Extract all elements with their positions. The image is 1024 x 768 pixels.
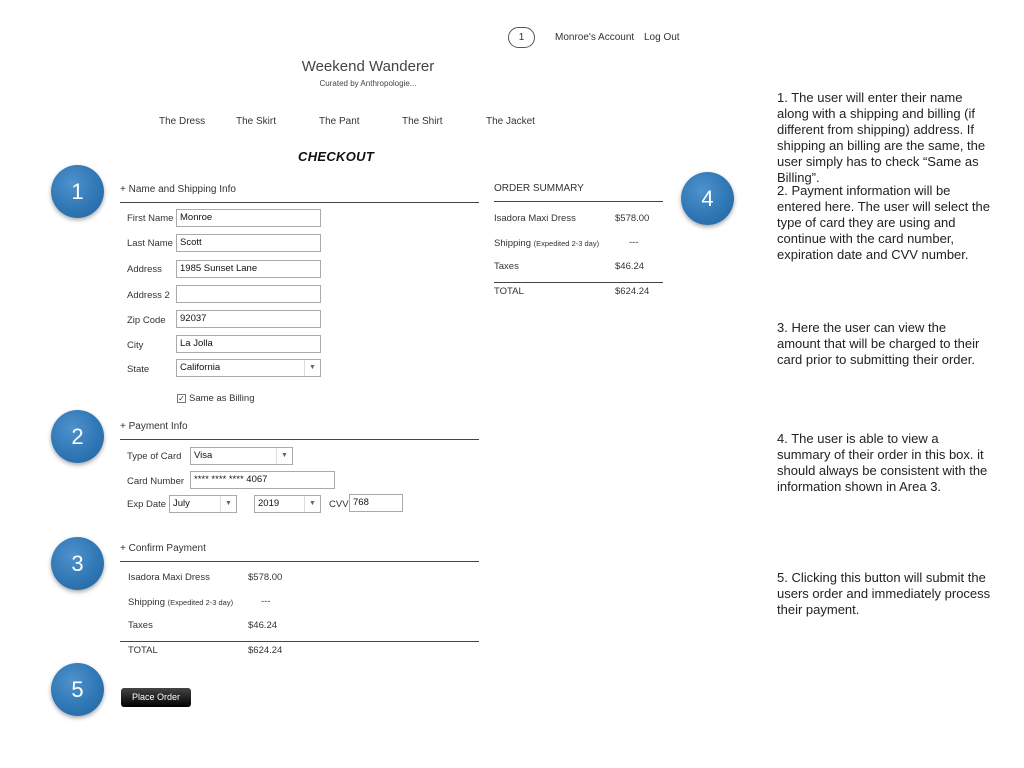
logout-link[interactable]: Log Out [644, 32, 680, 43]
annotation-note-2: 2. Payment information will be entered here. The user will select the type of card they are using and continue with the card number, expiration date and CVV number. [777, 183, 990, 262]
zip-code-field[interactable]: 92037 [176, 310, 321, 328]
zip-code-label: Zip Code [127, 315, 166, 326]
summary-total-label: TOTAL [494, 286, 524, 297]
confirm-taxes-label: Taxes [128, 620, 153, 631]
annotation-note-5: 5. Clicking this button will submit the users order and immediately process their payment. [777, 570, 991, 617]
summary-shipping-note: (Expedited 2-3 day) [533, 239, 600, 248]
confirm-shipping-label [128, 597, 233, 608]
nav-item-dress[interactable]: The Dress [159, 116, 206, 127]
card-number-field[interactable]: **** **** **** 4067 [190, 471, 335, 489]
chevron-down-icon: ▼ [276, 448, 292, 464]
page-title: CHECKOUT [298, 149, 375, 164]
address2-field[interactable] [176, 285, 321, 303]
annotation-note-4: 4. The user is able to view a summary of their order in this box. it should always be consistent with the information shown in Area 3. [777, 431, 988, 494]
nav-item-skirt[interactable]: The Skirt [236, 116, 277, 127]
state-select-value: California [180, 362, 221, 373]
order-summary-heading: ORDER SUMMARY [494, 183, 584, 194]
address-label: Address [127, 264, 162, 275]
summary-total-divider [494, 282, 663, 283]
site-subtitle: Curated by Anthropologie... [319, 79, 417, 88]
order-summary-divider [494, 201, 663, 202]
step-3-marker: 3 [51, 537, 104, 590]
same-as-billing-label: Same as Billing [189, 393, 255, 404]
first-name-field[interactable]: Monroe [176, 209, 321, 227]
nav-item-shirt[interactable]: The Shirt [402, 116, 443, 127]
card-type-select[interactable] [190, 447, 293, 465]
summary-taxes-label: Taxes [494, 261, 519, 272]
confirm-shipping-price: --- [261, 596, 271, 607]
confirm-total-price: $624.24 [248, 645, 283, 656]
annotation-note-3: 3. Here the user can view the amount that will be charged to their card prior to submitting their order. [777, 320, 980, 367]
confirm-total-label: TOTAL [128, 645, 158, 656]
shipping-divider [120, 202, 479, 203]
payment-divider [120, 439, 479, 440]
card-number-label: Card Number [127, 476, 185, 487]
confirm-section-heading[interactable]: + Confirm Payment [120, 543, 206, 554]
confirm-item-label: Isadora Maxi Dress [128, 572, 210, 583]
last-name-field[interactable]: Scott [176, 234, 321, 252]
step-5-marker: 5 [51, 663, 104, 716]
summary-shipping-price: --- [629, 237, 639, 248]
payment-section-heading[interactable]: + Payment Info [120, 421, 188, 432]
exp-year-select-value: 2019 [258, 498, 280, 509]
state-select[interactable] [176, 359, 321, 377]
step-1-marker: 1 [51, 165, 104, 218]
confirm-shipping-note: (Expedited 2-3 day) [167, 598, 234, 607]
exp-month-select-value: July [173, 498, 190, 509]
card-type-label: Type of Card [127, 451, 182, 462]
summary-taxes-price: $46.24 [615, 261, 645, 272]
city-label: City [127, 340, 144, 351]
confirm-item-price: $578.00 [248, 572, 283, 583]
summary-item-label: Isadora Maxi Dress [494, 213, 576, 224]
chevron-down-icon: ▼ [220, 496, 236, 512]
chevron-down-icon: ▼ [304, 496, 320, 512]
account-link[interactable]: Monroe's Account [555, 32, 635, 43]
confirm-total-divider [120, 641, 479, 642]
address-field[interactable]: 1985 Sunset Lane [176, 260, 321, 278]
first-name-label: First Name [127, 213, 174, 224]
nav-item-jacket[interactable]: The Jacket [486, 116, 535, 127]
chevron-down-icon: ▼ [304, 360, 320, 376]
summary-shipping-text: Shipping [494, 238, 531, 249]
place-order-button[interactable]: Place Order [121, 688, 191, 707]
step-4-marker: 4 [681, 172, 734, 225]
confirm-taxes-price: $46.24 [248, 620, 278, 631]
card-type-select-value: Visa [194, 450, 213, 461]
shipping-section-heading[interactable]: + Name and Shipping Info [120, 184, 236, 195]
nav-item-pant[interactable]: The Pant [319, 116, 360, 127]
exp-date-label: Exp Date [127, 499, 167, 510]
confirm-divider [120, 561, 479, 562]
cart-count-badge[interactable]: 1 [508, 27, 535, 48]
same-as-billing-checkbox[interactable]: ✓ [178, 394, 185, 403]
address2-label: Address 2 [127, 290, 170, 301]
cvv-label: CVV [329, 499, 349, 510]
exp-year-select[interactable] [254, 495, 321, 513]
summary-shipping-label [494, 238, 599, 249]
state-label: State [127, 364, 150, 375]
summary-total-price: $624.24 [615, 286, 650, 297]
last-name-label: Last Name [127, 238, 173, 249]
cvv-field[interactable]: 768 [349, 494, 403, 512]
confirm-shipping-text: Shipping [128, 597, 165, 608]
summary-item-price: $578.00 [615, 213, 650, 224]
annotation-note-1: 1. The user will enter their name along with a shipping and billing (if different from shipping) address. If shipping an billing are the same, the user simply has to check “Same as Billing”. [777, 90, 986, 185]
city-field[interactable]: La Jolla [176, 335, 321, 353]
exp-month-select[interactable] [169, 495, 237, 513]
step-2-marker: 2 [51, 410, 104, 463]
site-title[interactable]: Weekend Wanderer [301, 58, 435, 75]
